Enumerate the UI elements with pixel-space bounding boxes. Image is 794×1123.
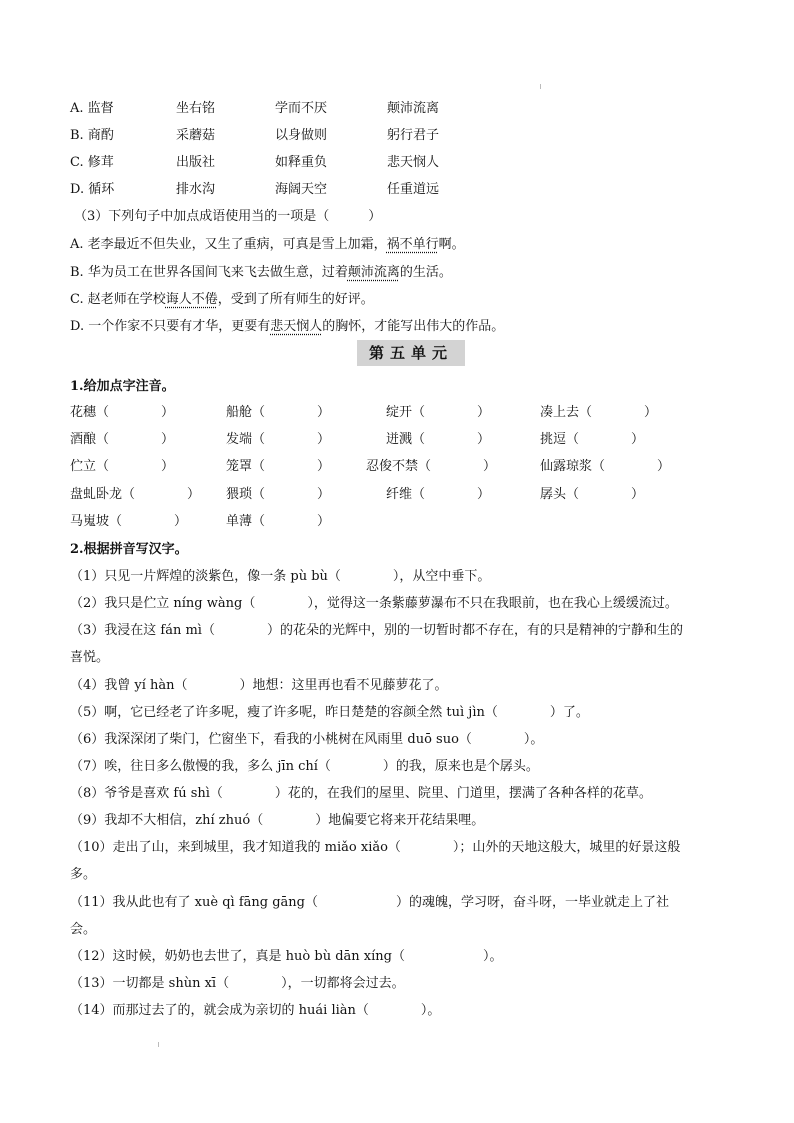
section-2-title: 2.根据拼音写汉字。	[70, 542, 188, 557]
pinyin-item: 酒酿（ ）	[70, 432, 175, 447]
option-b-post: 的生活。	[399, 265, 452, 280]
pinyin-item: 孱头（ ）	[540, 487, 645, 502]
sentence: （2）我只是伫立 níng wàng（ ），觉得这一条紫藤萝瀑布不只在我眼前，也在我心上缓缓流过。	[70, 596, 678, 611]
pinyin-item: 挑逗（ ）	[540, 432, 645, 447]
page-mark	[158, 1042, 159, 1047]
pinyin-item: 仙露琼浆（ ）	[540, 459, 671, 474]
option-c-idiom: 诲人不倦	[165, 292, 218, 307]
pinyin-item: 花穗（ ）	[70, 405, 175, 420]
option-word: 悲天悯人	[387, 155, 440, 170]
pinyin-item: 纤维（ ）	[386, 487, 491, 502]
sentence: （8）爷爷是喜欢 fú shì（ ）花的，在我们的屋里、院里、门道里，摆满了各种各样的花草。	[70, 786, 652, 801]
option-c-pre: C. 赵老师在学校	[70, 292, 166, 307]
pinyin-item: 迸溅（ ）	[386, 432, 491, 447]
option-d-pre: D. 一个作家不只要有才华，更要有	[70, 319, 271, 334]
option-a-post: 啊。	[438, 237, 465, 252]
option-a	[70, 233, 465, 252]
sentence: 多。	[70, 867, 97, 882]
option-word: 如释重负	[275, 155, 328, 170]
sentence: （1）只见一片辉煌的淡紫色，像一条 pù bù（ ），从空中垂下。	[70, 569, 491, 584]
option-d	[70, 315, 504, 334]
option-label: C. 修茸	[70, 155, 114, 170]
option-c	[70, 288, 374, 307]
pinyin-item: 船舱（ ）	[226, 405, 331, 420]
sentence: （11）我从此也有了 xuè qì fāng gāng（ ）的魂魄，学习呀，奋斗呀，一毕业就走上了社	[70, 895, 669, 910]
pinyin-item: 伫立（ ）	[70, 459, 175, 474]
option-word: 颠沛流离	[387, 101, 440, 116]
unit-heading: 第五单元	[357, 340, 465, 366]
option-word: 学而不厌	[275, 101, 328, 116]
pinyin-item: 单薄（ ）	[226, 514, 331, 529]
section-1-title: 1.给加点字注音。	[70, 379, 175, 394]
sentence: （7）唉，往日多么傲慢的我，多么 jīn chí（ ）的我，原来也是个孱头。	[70, 759, 539, 774]
pinyin-item: 发端（ ）	[226, 432, 331, 447]
option-word: 海阔天空	[275, 182, 328, 197]
question-3: （3）下列句子中加点成语使用当的一项是（ ）	[74, 209, 382, 224]
option-word: 采蘑菇	[176, 128, 216, 143]
page-mark	[540, 84, 541, 89]
option-label: D. 循环	[70, 182, 115, 197]
option-a-pre: A. 老李最近不但失业，又生了重病，可真是雪上加霜，	[70, 237, 387, 252]
option-word: 出版社	[176, 155, 216, 170]
sentence: （6）我深深闭了柴门，伫窗坐下，看我的小桃树在风雨里 duō suo（ ）。	[70, 732, 544, 747]
pinyin-item: 盘虬卧龙（ ）	[70, 487, 201, 502]
pinyin-item: 笼罩（ ）	[226, 459, 331, 474]
option-label: A. 监督	[70, 101, 114, 116]
option-word: 坐右铭	[176, 101, 216, 116]
pinyin-item: 忍俊不禁（ ）	[366, 459, 497, 474]
sentence: （9）我却不大相信，zhí zhuó（ ）地偏要它将来开花结果哩。	[70, 813, 485, 828]
pinyin-item: 凑上去（ ）	[540, 405, 658, 420]
option-b-pre: B. 华为员工在世界各国间飞来飞去做生意，过着	[70, 265, 348, 280]
pinyin-item: 马嵬坡（ ）	[70, 514, 188, 529]
option-b	[70, 261, 452, 280]
sentence: （5）啊，它已经老了许多呢，瘦了许多呢，昨日楚楚的容颜全然 tuì jìn（ ）了。	[70, 705, 589, 720]
pinyin-item: 猥琐（ ）	[226, 487, 331, 502]
sentence: （3）我浸在这 fán mì（ ）的花朵的光辉中，别的一切暂时都不存在，有的只是精神的宁静和生的	[70, 623, 683, 638]
sentence: （10）走出了山，来到城里，我才知道我的 miǎo xiǎo（ ）；山外的天地这般大，城里的好景这般	[70, 840, 681, 855]
sentence: （14）而那过去了的，就会成为亲切的 huái liàn（ ）。	[70, 1003, 441, 1018]
sentence: （12）这时候，奶奶也去世了，真是 huò bù dān xíng（ ）。	[70, 949, 503, 964]
option-word: 排水沟	[176, 182, 216, 197]
option-word: 以身做则	[275, 128, 328, 143]
option-d-idiom: 悲天悯人	[270, 319, 323, 334]
sentence: 喜悦。	[70, 650, 110, 665]
pinyin-item: 绽开（ ）	[386, 405, 491, 420]
option-b-idiom: 颠沛流离	[347, 265, 400, 280]
sentence: （13）一切都是 shùn xī（ ），一切都将会过去。	[70, 976, 405, 991]
option-c-post: ，受到了所有师生的好评。	[217, 292, 374, 307]
option-word: 躬行君子	[387, 128, 440, 143]
sentence: 会。	[70, 922, 97, 937]
option-label: B. 商酌	[70, 128, 114, 143]
option-word: 任重道远	[387, 182, 440, 197]
option-d-post: 的胸怀，才能写出伟大的作品。	[322, 319, 505, 334]
option-a-idiom: 祸不单行	[386, 237, 439, 252]
sentence: （4）我曾 yí hàn（ ）地想：这里再也看不见藤萝花了。	[70, 678, 448, 693]
